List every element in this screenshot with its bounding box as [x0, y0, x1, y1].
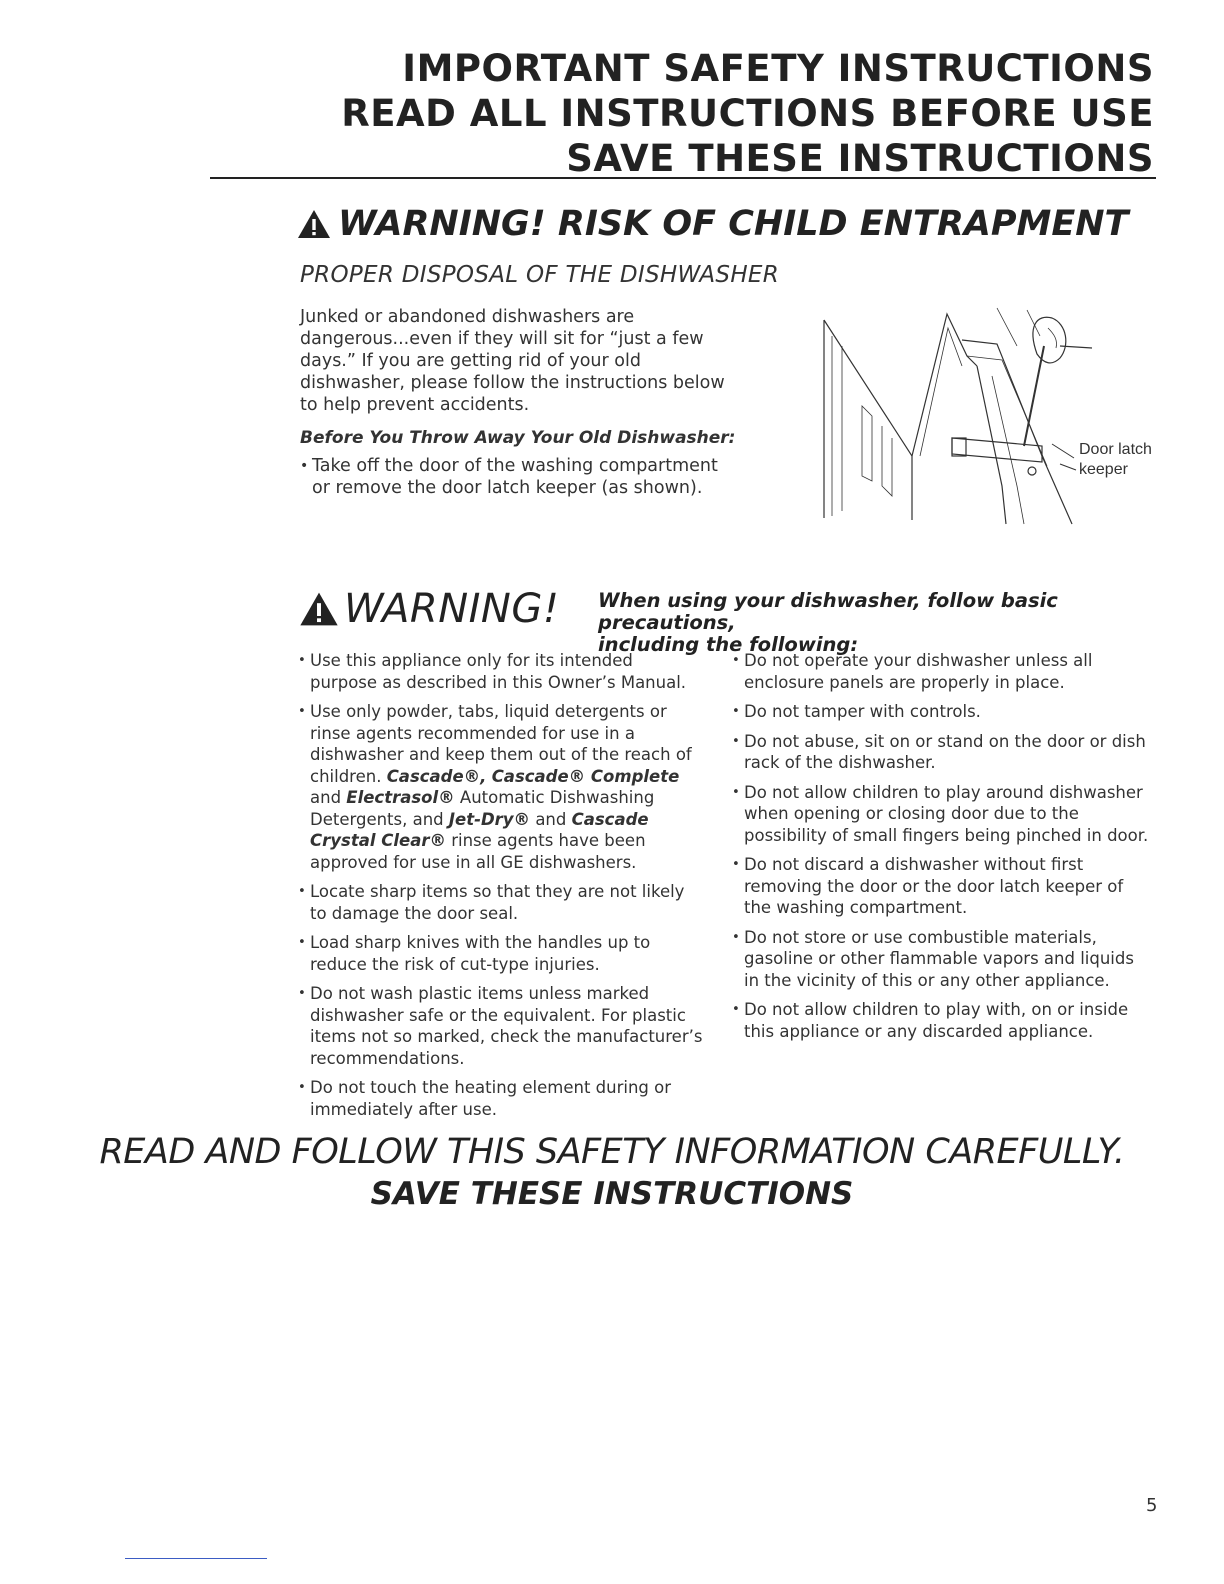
list-item: • Do not abuse, sit on or stand on the door or dish rack of the dishwasher. [732, 731, 1152, 774]
detergent-text: and [535, 809, 567, 829]
before-throw-away-list [300, 455, 720, 499]
header-line-1: IMPORTANT SAFETY INSTRUCTIONS [402, 47, 1154, 90]
figure-label-line-2: keeper [1079, 461, 1128, 478]
disposal-subtitle: PROPER DISPOSAL OF THE DISHWASHER [300, 262, 780, 288]
general-warning-text: WARNING! [344, 586, 560, 632]
detergent-text: and [310, 788, 342, 807]
general-warning-subtitle [598, 590, 1158, 656]
list-item: • Do not discard a dishwasher without first removing the door or the door latch keeper of the washing compartment. [732, 854, 1152, 919]
list-item [298, 701, 703, 873]
warning-triangle-icon [296, 208, 332, 240]
brand-cascade: Cascade®, [386, 766, 487, 786]
header-line-3: SAVE THESE INSTRUCTIONS [566, 137, 1154, 180]
precautions-left-list [298, 650, 703, 1128]
disposal-intro: Junked or abandoned dishwashers are dangerous...even if they will sit for “just a few days.” If you are getting rid of your old dishwasher, please follow the instructions below to help prevent accidents. [300, 307, 725, 415]
list-item: • Do not tamper with controls. [732, 701, 1152, 723]
list-item: • Do not operate your dishwasher unless all enclosure panels are properly in place. [732, 650, 1152, 693]
warning-subtitle-line-1: When using your dishwasher, follow basic precautions, [598, 589, 1058, 634]
list-item: • Do not allow children to play around dishwasher when opening or closing door due to the possibility of small fingers being pinched in door. [732, 782, 1152, 847]
door-latch-illustration [812, 306, 1157, 528]
list-item: • Do not touch the heating element during or immediately after use. [298, 1077, 703, 1120]
brand-cascade-crystal-clear: Cascade Crystal Clear® [310, 809, 649, 850]
figure-label-line-1: Door latch [1079, 441, 1152, 458]
closing-line-1: READ AND FOLLOW THIS SAFETY INFORMATION CAREFULLY. [99, 1132, 1125, 1172]
brand-jet-dry: Jet-Dry® [448, 809, 531, 829]
entrapment-title-text: WARNING! RISK OF CHILD ENTRAPMENT [338, 204, 1129, 244]
detergent-text: Automatic Dishwashing Detergents, and [310, 788, 655, 829]
footer-rule [125, 1558, 267, 1559]
brand-electrasol: Electrasol® [346, 788, 455, 807]
warning-subtitle-line-2: including the following: [598, 633, 859, 656]
header-line-2: READ ALL INSTRUCTIONS BEFORE USE [341, 92, 1154, 135]
detergent-text: Use only powder, tabs, liquid detergents or rinse agents recommended for use in a dishwasher and keep them out of the reach of children. [310, 702, 692, 786]
list-item: • Do not wash plastic items unless marked dishwasher safe or the equivalent. For plastic items not so marked, check the manufacturer’s recommendations. [298, 983, 703, 1069]
header-divider [210, 177, 1156, 179]
closing-line-2: SAVE THESE INSTRUCTIONS [370, 1176, 854, 1212]
list-item: • Use this appliance only for its intended purpose as described in this Owner’s Manual. [298, 650, 703, 693]
list-item: • Take off the door of the washing compartment or remove the door latch keeper (as shown). [300, 455, 720, 499]
entrapment-warning-title [296, 204, 1128, 244]
list-item: • Load sharp knives with the handles up to reduce the risk of cut-type injuries. [298, 932, 703, 975]
list-item: • Do not allow children to play with, on or inside this appliance or any discarded appliance. [732, 999, 1152, 1042]
detergent-text: rinse agents have been approved for use in all GE dishwashers. [310, 831, 646, 872]
list-item: • Do not store or use combustible materials, gasoline or other flammable vapors and liquids in the vicinity of this or any other appliance. [732, 927, 1152, 992]
precautions-right-list [732, 650, 1152, 1050]
page-number: 5 [1146, 1495, 1158, 1516]
page-header [341, 46, 1154, 181]
general-warning-title [298, 586, 559, 632]
before-throw-away-heading: Before You Throw Away Your Old Dishwasher: [300, 428, 736, 448]
list-item: • Locate sharp items so that they are not likely to damage the door seal. [298, 881, 703, 924]
warning-triangle-icon [298, 590, 340, 628]
brand-cascade-complete: Cascade® Complete [491, 766, 680, 786]
